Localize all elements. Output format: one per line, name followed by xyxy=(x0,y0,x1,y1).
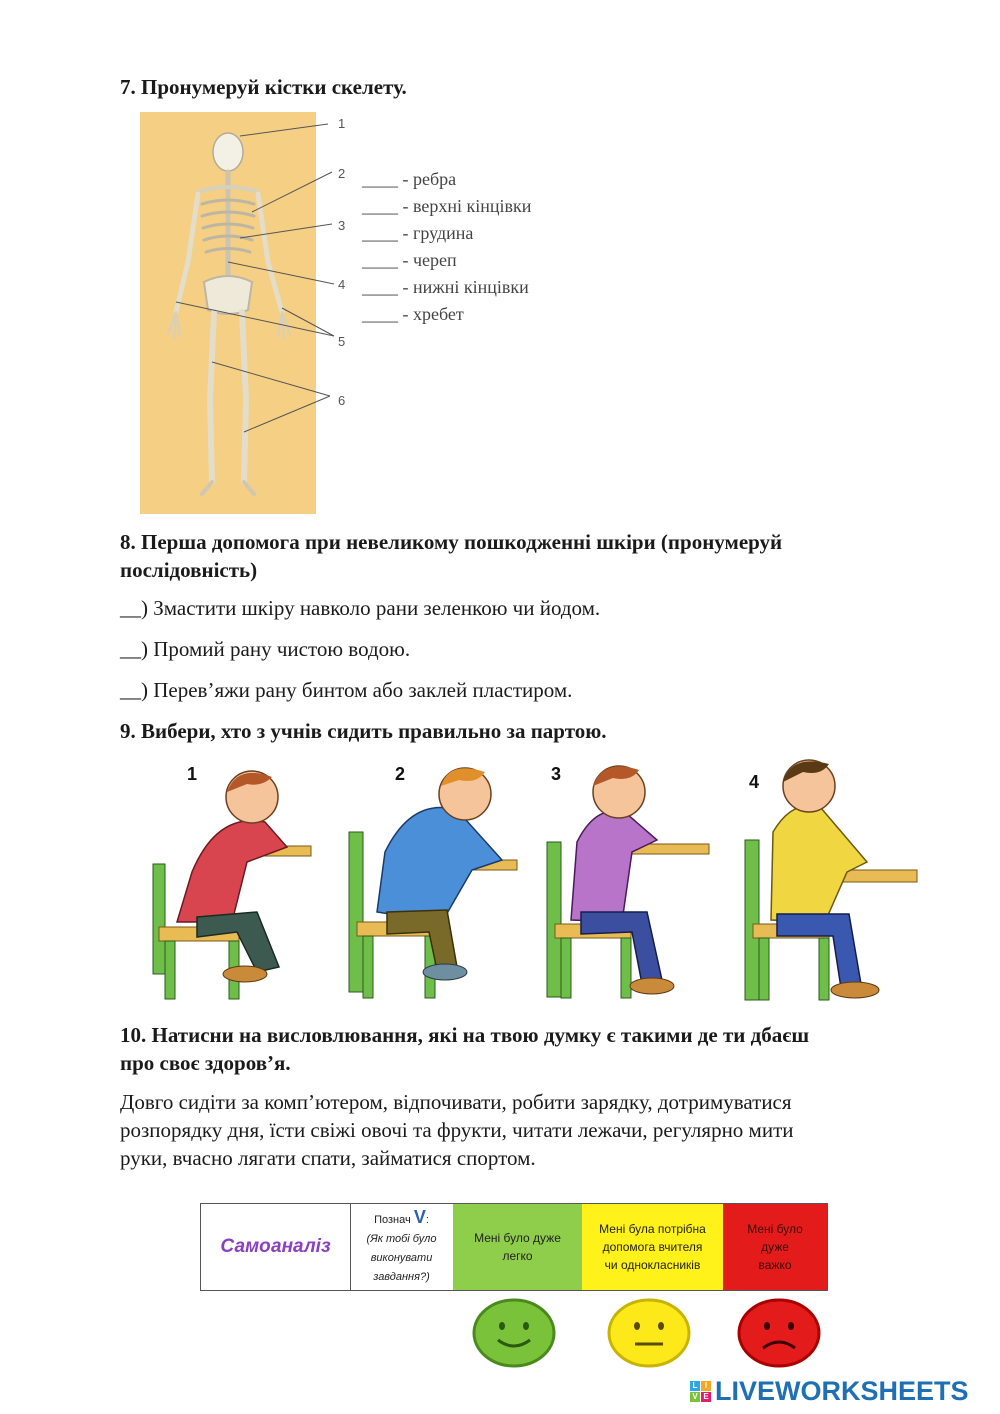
q10-line[interactable]: руки, вчасно лягати спати, займатися спортом. xyxy=(120,1146,536,1170)
student-2-illustration xyxy=(337,752,532,1010)
q8-answer-blank[interactable]: __) xyxy=(120,678,148,702)
q7-item: ____ - ребра xyxy=(362,166,531,193)
q7-answer-blank[interactable]: ____ xyxy=(362,247,398,274)
q10-statements[interactable] xyxy=(120,1088,794,1172)
student-3-illustration xyxy=(537,752,732,1010)
skeleton-label-4: 4 xyxy=(338,277,346,292)
q7-answer-blank[interactable]: ____ xyxy=(362,274,398,301)
q7-answer-blank[interactable]: ____ xyxy=(362,220,398,247)
q8-item: __) Перев’яжи рану бинтом або заклей пластиром. xyxy=(120,678,573,702)
q10-line[interactable]: розпорядку дня, їсти свіжі овочі та фрукти, читати лежачи, регулярно мити xyxy=(120,1118,794,1142)
self-question-cell: Познач V: (Як тобі було виконувати завдання?) xyxy=(350,1204,454,1290)
q7-answer-blank[interactable]: ____ xyxy=(362,166,398,193)
q7-item: ____ - хребет xyxy=(362,301,531,328)
skeleton-label-5: 5 xyxy=(338,334,346,349)
q7-item: ____ - верхні кінцівки xyxy=(362,193,531,220)
option-help-cell[interactable]: Мені була потрібна допомога вчителя чи однокласників xyxy=(582,1204,724,1290)
skeleton-label-3: 3 xyxy=(338,218,346,233)
q9-title: 9. Вибери, хто з учнів сидить правильно за партою. xyxy=(120,719,607,743)
skeleton-label-1: 1 xyxy=(338,116,346,131)
self-title: Самоаналіз xyxy=(220,1236,331,1257)
smile-face-icon[interactable] xyxy=(470,1298,558,1368)
student-number: 2 xyxy=(395,764,406,784)
q8-title: 8. Перша допомога при невеликому пошкодженні шкіри (пронумеруй послідовність) xyxy=(120,530,783,582)
mark-label: Познач V: xyxy=(374,1206,429,1227)
self-title-cell xyxy=(201,1204,351,1290)
student-1-illustration xyxy=(137,752,332,1010)
skeleton-label-2: 2 xyxy=(338,166,346,181)
q10-line[interactable]: Довго сидіти за комп’ютером, відпочивати, робити зарядку, дотримуватися xyxy=(120,1090,792,1114)
q8-answer-blank[interactable]: __) xyxy=(120,637,148,661)
liveworksheets-logo xyxy=(690,1376,969,1407)
logo-text: LIVEWORKSHEETS xyxy=(715,1376,969,1406)
logo-icon: L I V E xyxy=(690,1381,711,1402)
q7-answer-blank[interactable]: ____ xyxy=(362,193,398,220)
q8-item: __) Промий рану чистою водою. xyxy=(120,637,411,661)
option-hard-cell[interactable]: Мені було дуже важко xyxy=(723,1204,827,1290)
skeleton-label-6: 6 xyxy=(338,393,346,408)
q7-item: ____ - нижні кінцівки xyxy=(362,274,531,301)
student-4-illustration xyxy=(737,752,927,1010)
neutral-face-icon[interactable] xyxy=(605,1298,693,1368)
q8-item: __) Змастити шкіру навколо рани зеленкою чи йодом. xyxy=(120,596,601,620)
q7-legend xyxy=(362,166,531,328)
student-number: 4 xyxy=(749,772,760,792)
students-figure-row xyxy=(137,752,927,1010)
q10-title: 10. Натисни на висловлювання, які на твою думку є такими де ти дбаєш про своє здоров’я. xyxy=(120,1023,810,1075)
student-figure-2[interactable] xyxy=(337,752,532,1010)
check-v-icon: V xyxy=(413,1206,426,1227)
q7-title: 7. Пронумеруй кістки скелету. xyxy=(120,75,407,99)
q7-item: ____ - грудина xyxy=(362,220,531,247)
student-number: 1 xyxy=(187,764,198,784)
self-assessment-table xyxy=(200,1203,828,1291)
option-easy-cell[interactable]: Мені було дуже легко xyxy=(453,1204,583,1290)
student-number: 3 xyxy=(551,764,562,784)
q7-item: ____ - череп xyxy=(362,247,531,274)
sad-face-icon[interactable] xyxy=(735,1298,823,1368)
q8-answer-blank[interactable]: __) xyxy=(120,596,148,620)
q7-answer-blank[interactable]: ____ xyxy=(362,301,398,328)
student-figure-1[interactable] xyxy=(137,752,332,1010)
student-figure-3[interactable] xyxy=(537,752,732,1010)
student-figure-4[interactable] xyxy=(737,752,927,1010)
skeleton-illustration xyxy=(140,112,362,514)
skeleton-figure xyxy=(140,112,362,514)
